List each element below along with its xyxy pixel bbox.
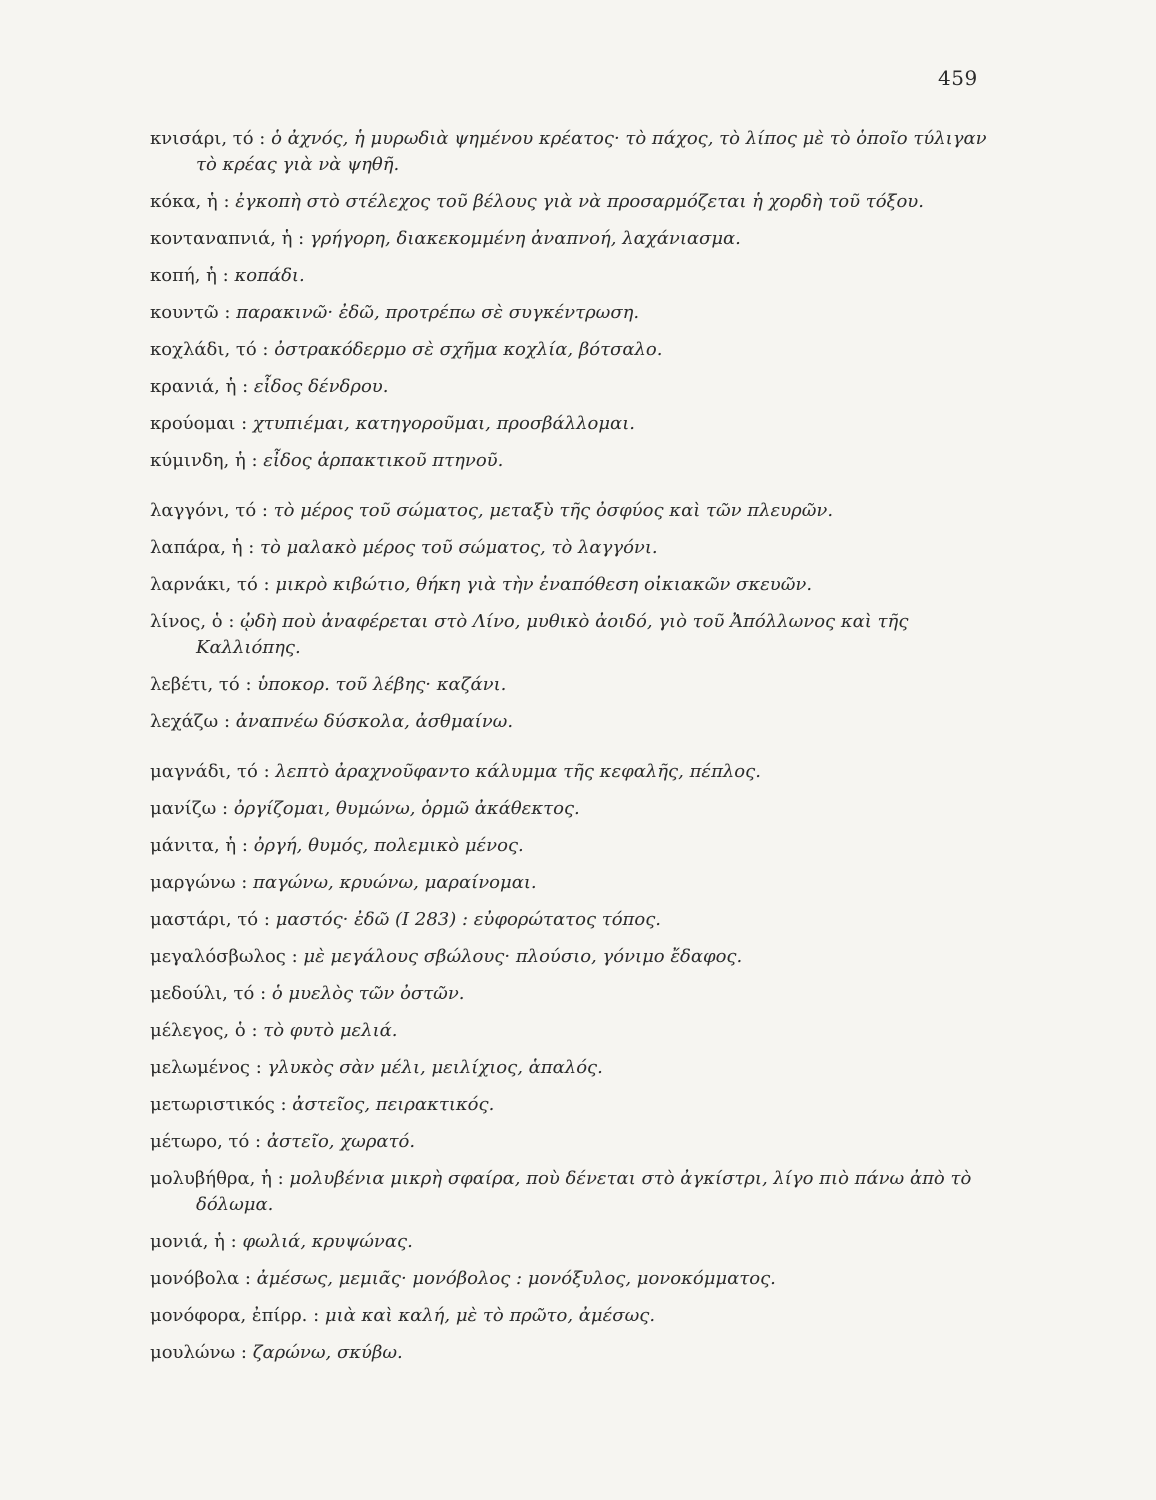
- entry-separator: :: [236, 376, 254, 397]
- entry-headword: κόκα, ἡ: [150, 191, 218, 212]
- entry-separator: :: [242, 537, 261, 558]
- entry-separator: :: [253, 128, 272, 149]
- entry-definition: μιὰ καὶ καλή, μὲ τὸ πρῶτο, ἀμέσως.: [324, 1305, 656, 1326]
- entry-headword: κνισάρι, τό: [150, 128, 254, 149]
- glossary-entry: [150, 833, 1000, 859]
- entry-definition: λεπτὸ ἀραχνοῦφαντο κάλυμμα τῆς κεφαλῆς, πέπλος.: [275, 761, 761, 782]
- entry-headword: κύμινδη, ἡ: [150, 450, 246, 471]
- glossary-entry: [150, 226, 1000, 252]
- entry-headword: μεδούλι, τό: [150, 983, 255, 1004]
- entry-separator: :: [257, 574, 276, 595]
- glossary-entry: [150, 1229, 1000, 1255]
- entry-separator: :: [218, 302, 237, 323]
- entry-definition: μικρὸ κιβώτιο, θήκη γιὰ τὴν ἐναπόθεση οἰκιακῶν σκευῶν.: [275, 574, 813, 595]
- entry-separator: :: [254, 983, 272, 1004]
- glossary-entry: [150, 609, 1000, 661]
- entry-headword: μονόβολα: [150, 1268, 240, 1289]
- entry-definition: γρήγορη, διακεκομμένη ἀναπνοή, λαχάνιασμα.: [309, 228, 741, 249]
- entry-headword: λαγγόνι, τό: [150, 500, 257, 521]
- glossary-entry: [150, 981, 1000, 1007]
- entry-headword: μεγαλόσβωλος: [150, 946, 286, 967]
- entry-definition: μολυβένια μικρὴ σφαίρα, ποὺ δένεται στὸ ἀγκίστρι, λίγο πιὸ πάνω ἀπὸ τὸ δόλωμα.: [196, 1168, 972, 1215]
- entry-headword: μέλεγος, ὁ: [150, 1020, 246, 1041]
- page-number: 459: [938, 66, 978, 90]
- glossary-entry: [150, 870, 1000, 896]
- entry-definition: ὀργή, θυμός, πολεμικὸ μένος.: [253, 835, 524, 856]
- entry-separator: :: [250, 1057, 268, 1078]
- glossary-entry: [150, 944, 1000, 970]
- entry-definition: φωλιά, κρυψώνας.: [242, 1231, 413, 1252]
- entry-headword: λαπάρα, ἡ: [150, 537, 243, 558]
- entry-separator: :: [235, 1342, 253, 1363]
- entry-separator: :: [222, 611, 241, 632]
- entry-definition: ὀργίζομαι, θυμώνω, ὁρμῶ ἀκάθεκτος.: [233, 798, 580, 819]
- glossary-entries: [150, 126, 1000, 1377]
- entry-definition: τὸ μαλακὸ μέρος τοῦ σώματος, τὸ λαγγόνι.: [260, 537, 658, 558]
- glossary-entry: [150, 189, 1000, 215]
- entry-definition: ἀστεῖο, χωρατό.: [266, 1131, 416, 1152]
- entry-definition: κοπάδι.: [234, 265, 305, 286]
- entry-headword: κοπή, ἡ: [150, 265, 217, 286]
- entry-headword: μονιά, ἡ: [150, 1231, 225, 1252]
- glossary-entry: [150, 1166, 1000, 1218]
- entry-headword: κουντῶ: [150, 302, 219, 323]
- glossary-entry: [150, 1266, 1000, 1292]
- entry-headword: μονόφορα, ἐπίρρ.: [150, 1305, 308, 1326]
- entry-definition: ὑποκορ. τοῦ λέβης· καζάνι.: [257, 674, 507, 695]
- glossary-entry: [150, 572, 1000, 598]
- entry-definition: ὀστρακόδερμο σὲ σχῆμα κοχλία, βότσαλο.: [274, 339, 663, 360]
- glossary-entry: [150, 672, 1000, 698]
- entry-separator: :: [307, 1305, 325, 1326]
- glossary-entry: [150, 1092, 1000, 1118]
- entry-definition: μὲ μεγάλους σβώλους· πλούσιο, γόνιμο ἔδαφος.: [303, 946, 743, 967]
- entry-definition: ζαρώνω, σκύβω.: [252, 1342, 403, 1363]
- entry-separator: :: [258, 909, 276, 930]
- glossary-entry: [150, 337, 1000, 363]
- entry-definition: ἀμέσως, μεμιᾶς· μονόβολος : μονόξυλος, μονοκόμματος.: [256, 1268, 776, 1289]
- glossary-entry: [150, 498, 1000, 524]
- entry-headword: μελωμένος: [150, 1057, 250, 1078]
- entry-definition: παρακινῶ· ἐδῶ, προτρέπω σὲ συγκέντρωση.: [236, 302, 640, 323]
- entry-separator: :: [285, 946, 304, 967]
- glossary-entry: [150, 1129, 1000, 1155]
- glossary-entry: [150, 126, 1000, 178]
- glossary-entry: [150, 907, 1000, 933]
- entry-headword: κρούομαι: [150, 413, 236, 434]
- entry-separator: :: [256, 500, 274, 521]
- entry-separator: :: [235, 413, 253, 434]
- glossary-entry: [150, 709, 1000, 735]
- glossary-entry: [150, 1303, 1000, 1329]
- entry-definition: ἀστεῖος, πειρακτικός.: [292, 1094, 495, 1115]
- entry-separator: :: [245, 450, 264, 471]
- entry-headword: λίνος, ὁ: [150, 611, 223, 632]
- entry-definition: χτυπιέμαι, κατηγοροῦμαι, προσβάλλομαι.: [252, 413, 635, 434]
- entry-definition: τὸ μέρος τοῦ σώματος, μεταξὺ τῆς ὀσφύος καὶ τῶν πλευρῶν.: [273, 500, 834, 521]
- entry-definition: εἶδος δένδρου.: [253, 376, 389, 397]
- glossary-entry: [150, 1055, 1000, 1081]
- entry-separator: :: [236, 835, 254, 856]
- glossary-entry: [150, 796, 1000, 822]
- entry-headword: λεχάζω: [150, 711, 219, 732]
- entry-separator: :: [224, 1231, 243, 1252]
- entry-definition: ὁ ἀχνός, ἡ μυρωδιὰ ψημένου κρέατος· τὸ πάχος, τὸ λίπος μὲ τὸ ὁποῖο τύλιγαν τὸ κρέας γιὰ νὰ ψηθῆ.: [196, 128, 987, 175]
- glossary-entry: [150, 448, 1000, 474]
- entry-headword: μαργώνω: [150, 872, 236, 893]
- glossary-entry: [150, 1340, 1000, 1366]
- entry-separator: :: [271, 1168, 290, 1189]
- glossary-entry: [150, 1018, 1000, 1044]
- entry-definition: παγώνω, κρυώνω, μαραίνομαι.: [253, 872, 537, 893]
- entry-headword: μέτωρο, τό: [150, 1131, 250, 1152]
- entry-headword: κρανιά, ἡ: [150, 376, 237, 397]
- entry-headword: μαγνάδι, τό: [150, 761, 258, 782]
- entry-separator: :: [239, 1268, 257, 1289]
- entry-definition: μαστός· ἐδῶ (Ι 283) : εὐφορώτατος τόπος.: [275, 909, 662, 930]
- glossary-entry: [150, 263, 1000, 289]
- entry-separator: :: [256, 339, 275, 360]
- entry-separator: :: [235, 872, 254, 893]
- entry-headword: μανίζω: [150, 798, 217, 819]
- entry-separator: :: [292, 228, 310, 249]
- glossary-entry: [150, 300, 1000, 326]
- entry-headword: κονταναπνιά, ἡ: [150, 228, 293, 249]
- entry-headword: λεβέτι, τό: [150, 674, 240, 695]
- entry-separator: :: [216, 265, 235, 286]
- entry-headword: λαρνάκι, τό: [150, 574, 258, 595]
- glossary-entry: [150, 411, 1000, 437]
- glossary-entry: [150, 374, 1000, 400]
- entry-separator: :: [218, 711, 236, 732]
- entry-separator: :: [216, 798, 234, 819]
- entry-headword: μολυβήθρα, ἡ: [150, 1168, 272, 1189]
- entry-headword: μετωριστικός: [150, 1094, 275, 1115]
- entry-headword: μάνιτα, ἡ: [150, 835, 237, 856]
- glossary-entry: [150, 759, 1000, 785]
- entry-headword: μουλώνω: [150, 1342, 236, 1363]
- entry-definition: εἶδος ἁρπακτικοῦ πτηνοῦ.: [263, 450, 504, 471]
- entry-separator: :: [274, 1094, 293, 1115]
- entry-definition: ᾠδὴ ποὺ ἀναφέρεται στὸ Λίνο, μυθικὸ ἀοιδό, γιὸ τοῦ Ἀπόλλωνος καὶ τῆς Καλλιόπης.: [196, 611, 909, 658]
- entry-definition: τὸ φυτὸ μελιά.: [263, 1020, 398, 1041]
- glossary-entry: [150, 535, 1000, 561]
- entry-definition: ἀναπνέω δύσκολα, ἀσθμαίνω.: [235, 711, 514, 732]
- entry-headword: κοχλάδι, τό: [150, 339, 257, 360]
- entry-separator: :: [245, 1020, 264, 1041]
- entry-separator: :: [257, 761, 276, 782]
- entry-separator: :: [249, 1131, 267, 1152]
- entry-separator: :: [239, 674, 258, 695]
- entry-definition: γλυκὸς σὰν μέλι, μειλίχιος, ἁπαλός.: [267, 1057, 603, 1078]
- entry-separator: :: [217, 191, 236, 212]
- entry-headword: μαστάρι, τό: [150, 909, 259, 930]
- entry-definition: ἐγκοπὴ στὸ στέλεχος τοῦ βέλους γιὰ νὰ προσαρμόζεται ἡ χορδὴ τοῦ τόξου.: [235, 191, 924, 212]
- entry-definition: ὁ μυελὸς τῶν ὀστῶν.: [271, 983, 465, 1004]
